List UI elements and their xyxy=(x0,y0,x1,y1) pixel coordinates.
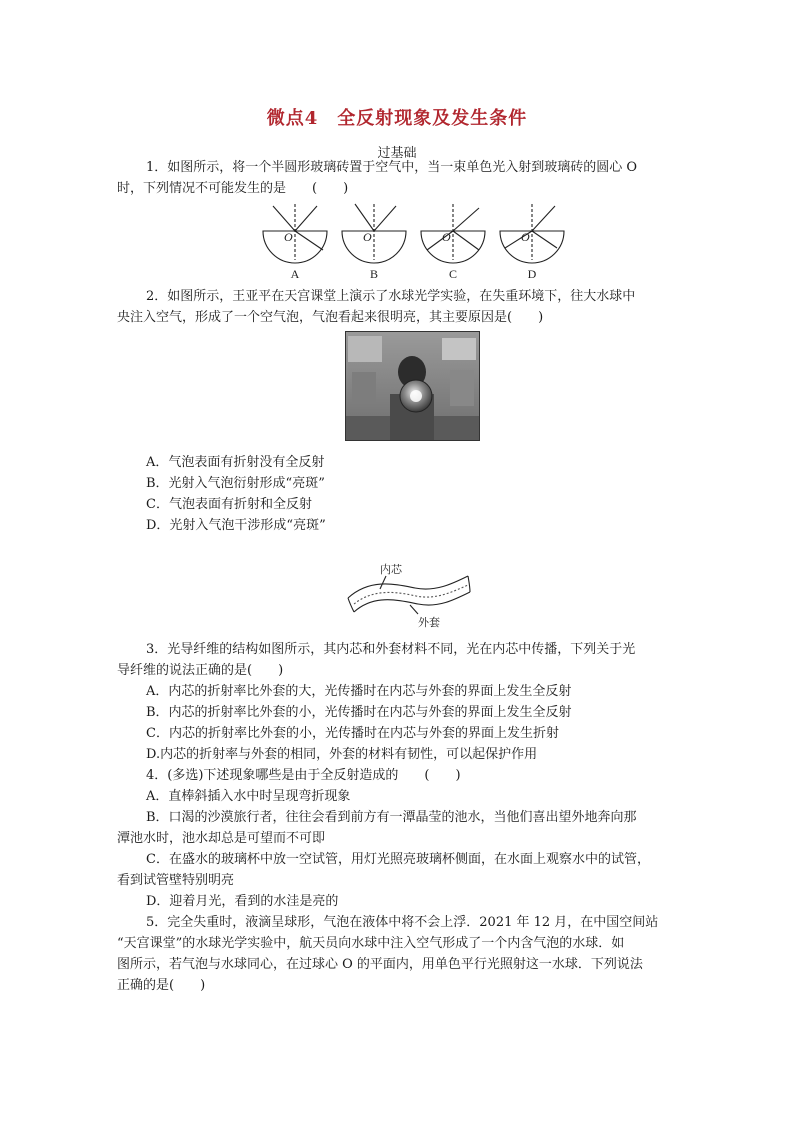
page-title: 微点4 全反射现象及发生条件 xyxy=(266,108,528,129)
water-ball-photo xyxy=(345,331,480,441)
q4-stem: 4．(多选)下述现象哪些是由于全反射造成的 ( ) xyxy=(146,768,461,783)
q5-stem-line-4: 正确的是( ) xyxy=(117,978,206,993)
q4-option-b-line-2: 潭池水时，池水却总是可望而不可即 xyxy=(117,831,326,846)
q2-stem-line-2: 央注入空气，形成了一个空气泡，气泡看起来很明亮，其主要原因是( ) xyxy=(117,310,544,325)
q2-stem-line-1: 2．如图所示，王亚平在天宫课堂上演示了水球光学实验，在失重环境下，往大水球中 xyxy=(146,289,636,304)
inner-core-label: 内芯 xyxy=(380,563,402,576)
q4-option-c-line-2: 看到试管壁特别明亮 xyxy=(117,873,235,888)
q2-option-d: D．光射入气泡干涉形成“亮斑” xyxy=(146,518,326,533)
figure-label-c: C xyxy=(448,267,458,281)
figure-d xyxy=(500,204,564,263)
q3-stem-line-1: 3．光导纤维的结构如图所示，其内芯和外套材料不同，光在内芯中传播，下列关于光 xyxy=(146,642,636,657)
q4-option-d: D．迎着月光，看到的水洼是亮的 xyxy=(146,894,339,909)
q4-option-c-line-1: C．在盛水的玻璃杯中放一空试管，用灯光照亮玻璃杯侧面，在水面上观察水中的试管， xyxy=(146,852,650,867)
q1-stem-line-2: 时，下列情况不可能发生的是 ( ) xyxy=(117,181,349,196)
q5-stem-line-3: 图所示，若气泡与水球同心，在过球心 O 的平面内，用单色平行光照射这一水球．下列说法 xyxy=(117,957,643,972)
center-label-a: O xyxy=(284,230,293,244)
center-label-d: O xyxy=(521,230,530,244)
figure-a xyxy=(263,204,327,263)
center-label-b: O xyxy=(363,230,372,244)
q5-stem-line-1: 5．完全失重时，液滴呈球形，气泡在液体中将不会上浮．2021 年 12 月，在中国空间站 xyxy=(146,915,659,930)
q4-option-a: A．直棒斜插入水中时呈现弯折现象 xyxy=(146,789,351,804)
q5-stem-line-2: “天宫课堂”的水球光学实验中，航天员向水球中注入空气形成了一个内含气泡的水球．如 xyxy=(117,936,625,951)
q3-option-c: C．内芯的折射率比外套的小，光传播时在内芯与外套的界面上发生折射 xyxy=(146,726,559,741)
q2-option-b: B．光射入气泡衍射形成“亮斑” xyxy=(146,476,325,491)
q3-stem-line-2: 导纤维的说法正确的是( ) xyxy=(117,663,284,678)
figure-c xyxy=(421,204,485,263)
center-label-c: O xyxy=(442,230,451,244)
q2-option-a: A．气泡表面有折射没有全反射 xyxy=(146,455,325,470)
section-subtitle: 过基础 xyxy=(377,146,417,161)
q3-option-a: A．内芯的折射率比外套的大，光传播时在内芯与外套的界面上发生全反射 xyxy=(146,684,572,699)
q4-option-b-line-1: B．口渴的沙漠旅行者，往往会看到前方有一潭晶莹的池水，当他们喜出望外地奔向那 xyxy=(146,810,637,825)
figure-label-a: A xyxy=(290,267,300,281)
outer-cladding-label: 外套 xyxy=(418,616,440,629)
optical-fiber-figure xyxy=(340,560,475,632)
q3-option-b: B．内芯的折射率比外套的小，光传播时在内芯与外套的界面上发生全反射 xyxy=(146,705,572,720)
q2-option-c: C．气泡表面有折射和全反射 xyxy=(146,497,312,512)
q1-figure xyxy=(255,198,575,284)
q1-stem-line-1: 1．如图所示，将一个半圆形玻璃砖置于空气中，当一束单色光入射到玻璃砖的圆心 O xyxy=(146,160,638,175)
q3-option-d: D.内芯的折射率与外套的相同，外套的材料有韧性，可以起保护作用 xyxy=(146,747,538,762)
figure-label-d: D xyxy=(527,267,537,281)
figure-label-b: B xyxy=(369,267,379,281)
figure-b xyxy=(342,204,406,263)
